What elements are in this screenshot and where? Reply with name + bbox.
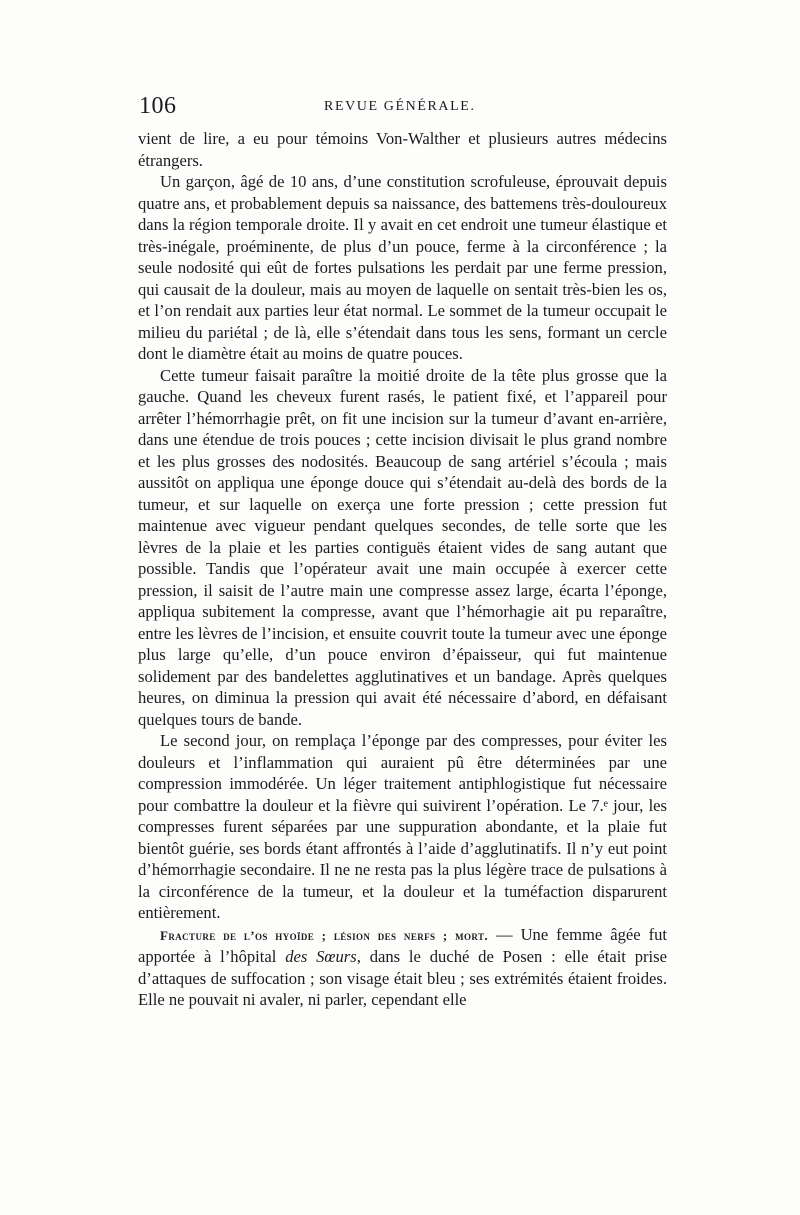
paragraph-text-b: , dans le duché de Posen : elle était prise d’attaques de suffocation ; son visage était bleu ; ses extrémités étaient froides. Elle ne pouvait ni avaler, ni parler, cependant elle [138,947,667,1009]
paragraph-recovery: Le second jour, on remplaça l’éponge par des compresses, pour éviter les douleurs et l’inflammation qui auraient pû être déterminées par une compression immodérée. Un léger traitement antiphlogistique fut nécessaire pour combattre la douleur et la fièvre qui suivirent l’opération. Le 7.ᵉ jour, les compresses furent séparées par une suppuration abondante, et la plaie fut bientôt guérie, ses bords étant affrontés à l’aide d’agglutinatifs. Il n’y eut point d’hémorrhagie secondaire. Il ne ne resta pas la plus légère trace de pulsations à la circonférence de la tumeur, et la douleur et la tuméfaction disparurent entièrement. [138,731,667,922]
paragraph-text-a: Une femme âgée fut apportée à l’hôpital [138,924,668,966]
paragraph-operation: Cette tumeur faisait paraître la moitié droite de la tête plus grosse que la gauche. Quand les cheveux furent rasés, le patient fixé, et l’appareil pour arrêter l’hémorrhagie prêt, on fit une incision sur la tumeur d’avant en-arrière, dans une étendue de trois pouces ; cette incision divisait le plus grand nombre et les plus grosses des nodosités. Beaucoup de sang artériel s’écoula ; mais aussitôt on appliqua une éponge douce qui s’étendait au-delà des bords de la tumeur, et sur laquelle on exerça une forte pression ; cette pression fut maintenue avec vigueur pendant quelques secondes, de telle sorte que les lèvres de la plaie et les parties contiguës étaient vides de sang autant que possible. Tandis que l’opérateur avait une main occupée à exercer cette pression, il saisit de l’autre main une compresse assez large, écarta l’éponge, appliqua subitement la compresse, avant que l’hémorhagie ait pu reparaître, entre les lèvres de l’incision, et ensuite couvrit toute la tumeur avec une éponge plus large qu’elle, d’un pouce environ d’épaisseur, qui fut maintenue solidement par des bandelettes agglutinatives et un bandage. Après quelques heures, on diminua la pression qui avait été nécessaire d’abord, en défaisant quelques tours de bande. [138,365,667,729]
paragraph-continuation: vient de lire, a eu pour témoins Von-Walther et plusieurs autres médecins étrangers. [138,129,667,170]
running-title: REVUE GÉNÉRALE. [324,99,476,114]
heading-dash: — [488,924,521,944]
page-header [139,93,669,123]
page-number: 106 [139,93,177,119]
section-heading: Fracture de l’os hyoïde ; lésion des nerfs ; mort. [160,927,489,943]
paragraph-hyoid-fracture [138,924,667,1011]
hospital-name: des Sœurs [285,947,357,966]
paragraph-case-description: Un garçon, âgé de 10 ans, d’une constitution scrofuleuse, éprouvait depuis quatre ans, et probablement depuis sa naissance, des battemens très-douloureux dans la région temporale droite. Il y avait en cet endroit une tumeur élastique et très-inégale, proéminente, de plus d’un pouce, ferme à la circonférence ; la seule nodosité qui eût de fortes pulsations les perdait par une ferme pression, qui causait de la douleur, mais au moyen de laquelle on sentait très-bien les os, et l’on rendait aux parties leur état normal. Le sommet de la tumeur occupait le milieu du pariétal ; de là, elle s’étendait dans tous les sens, formant un cercle dont le diamètre était au moins de quatre pouces. [138,172,667,363]
body-text [138,128,667,1011]
